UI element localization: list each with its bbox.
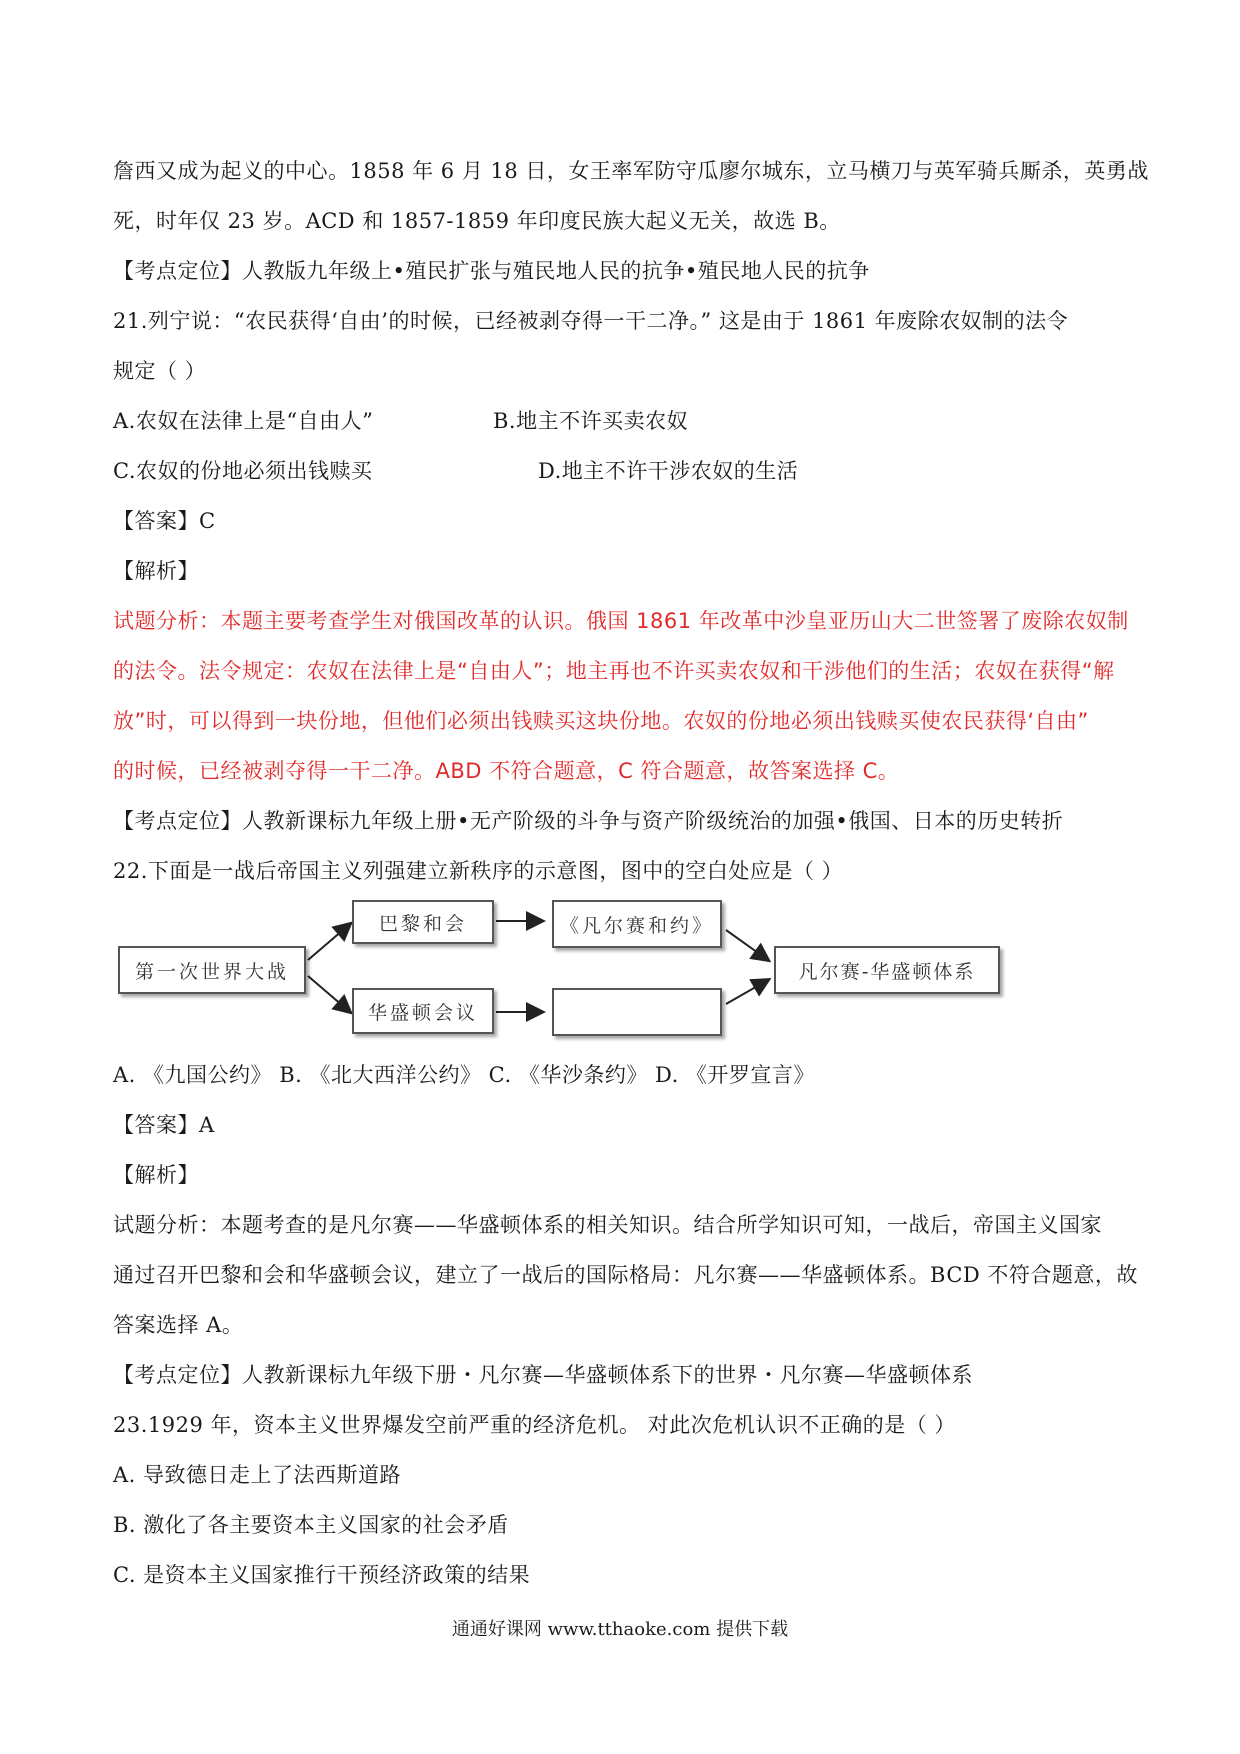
q21-analysis-line: 放”时，可以得到一块份地，但他们必须出钱赎买这块份地。农奴的份地必须出钱赎买使农民获得‘自由” xyxy=(113,709,1089,733)
q21-option-d: D.地主不许干涉农奴的生活 xyxy=(538,459,799,483)
q22-answer: 【答案】A xyxy=(113,1113,215,1137)
arrow-to-washington xyxy=(308,976,350,1012)
box-blank-answer xyxy=(552,988,722,1036)
q21-answer: 【答案】C xyxy=(113,509,216,533)
question-21-stem: 21.列宁说：“农民获得‘自由’的时候，已经被剥夺得一干二净。” 这是由于 1861 年废除农奴制的法令 xyxy=(113,309,1069,333)
q21-analysis-line: 的时候，已经被剥夺得一干二净。ABD 不符合题意，C 符合题意，故答案选择 C。 xyxy=(113,759,900,783)
box-washington-conference: 华盛顿会议 xyxy=(352,988,494,1034)
q21-analysis-line: 试题分析：本题主要考查学生对俄国改革的认识。俄国 1861 年改革中沙皇亚历山大二世签署了废除农奴制 xyxy=(113,609,1129,633)
q21-option-a: A.农奴在法律上是“自由人” xyxy=(113,409,374,433)
new-order-diagram xyxy=(118,900,1018,1060)
question-23-stem: 23.1929 年，资本主义世界爆发空前严重的经济危机。 对此次危机认识不正确的是（ ） xyxy=(113,1413,956,1437)
q22-analysis-line: 试题分析：本题考查的是凡尔赛——华盛顿体系的相关知识。结合所学知识可知，一战后，帝国主义国家 xyxy=(113,1213,1102,1237)
text-line: 詹西又成为起义的中心。1858 年 6 月 18 日，女王率军防守瓜廖尔城东，立马横刀与英军骑兵厮杀，英勇战 xyxy=(113,159,1149,183)
q23-option-a: A. 导致德日走上了法西斯道路 xyxy=(113,1463,402,1487)
q23-option-b: B. 激化了各主要资本主义国家的社会矛盾 xyxy=(113,1513,509,1537)
q21-analysis-line: 的法令。法令规定：农奴在法律上是“自由人”；地主再也不许买卖农奴和干涉他们的生活；农奴在获得“解 xyxy=(113,659,1115,683)
q22-analysis-line: 通过召开巴黎和会和华盛顿会议，建立了一战后的国际格局：凡尔赛——华盛顿体系。BCD 不符合题意，故 xyxy=(113,1263,1138,1287)
arrow-to-system-top xyxy=(726,930,768,960)
q21-analysis-title: 【解析】 xyxy=(113,559,199,583)
box-world-war-one: 第一次世界大战 xyxy=(118,946,306,994)
q21-option-b: B.地主不许买卖农奴 xyxy=(493,409,689,433)
q23-option-c: C. 是资本主义国家推行干预经济政策的结果 xyxy=(113,1563,531,1587)
text-line: 死，时年仅 23 岁。ACD 和 1857-1859 年印度民族大起义无关，故选 B。 xyxy=(113,209,841,233)
q22-knowledge-point: 【考点定位】人教新课标九年级下册・凡尔赛—华盛顿体系下的世界・凡尔赛—华盛顿体系 xyxy=(113,1363,973,1387)
q22-options: A. 《九国公约》 B. 《北大西洋公约》 C. 《华沙条约》 D. 《开罗宣言》 xyxy=(113,1063,815,1087)
box-versailles-washington-system: 凡尔赛-华盛顿体系 xyxy=(774,946,1000,994)
page-footer: 通通好课网 www.tthaoke.com 提供下载 xyxy=(451,1619,789,1640)
q22-analysis-line: 答案选择 A。 xyxy=(113,1313,244,1337)
box-paris-peace-conference: 巴黎和会 xyxy=(352,900,494,944)
arrow-to-paris xyxy=(308,924,350,960)
question-21-stem-cont: 规定（ ） xyxy=(113,359,207,383)
knowledge-point: 【考点定位】人教版九年级上•殖民扩张与殖民地人民的抗争•殖民地人民的抗争 xyxy=(113,259,870,283)
arrow-to-system-bottom xyxy=(726,980,768,1004)
box-treaty-of-versailles: 《凡尔赛和约》 xyxy=(552,900,722,948)
q22-analysis-title: 【解析】 xyxy=(113,1163,199,1187)
q21-option-c: C.农奴的份地必须出钱赎买 xyxy=(113,459,373,483)
question-22-stem: 22.下面是一战后帝国主义列强建立新秩序的示意图，图中的空白处应是（ ） xyxy=(113,859,844,883)
q21-knowledge-point: 【考点定位】人教新课标九年级上册•无产阶级的斗争与资产阶级统治的加强•俄国、日本的历史转折 xyxy=(113,809,1064,833)
